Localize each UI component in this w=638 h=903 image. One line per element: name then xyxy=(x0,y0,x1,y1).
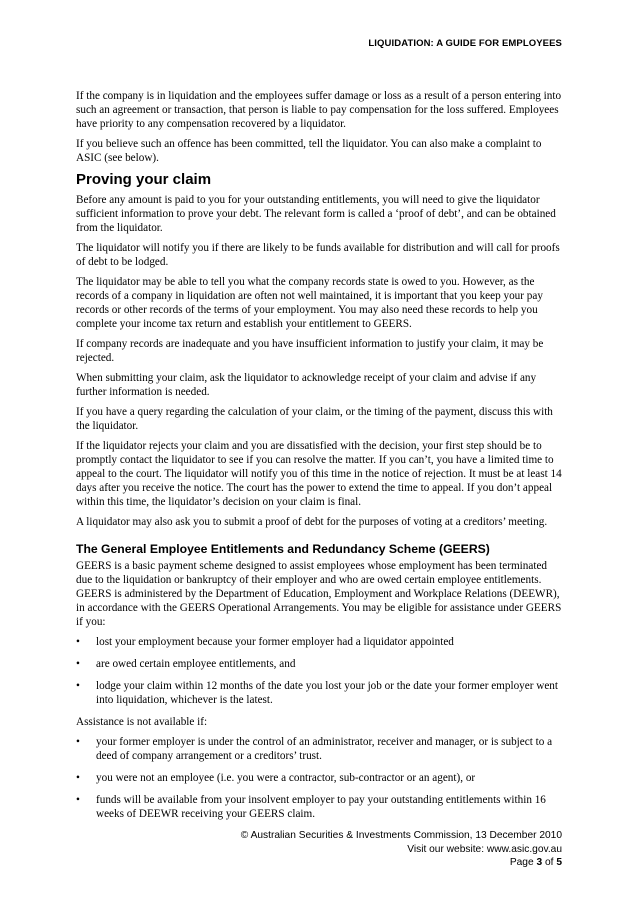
list-item xyxy=(76,735,562,763)
paragraph: If company records are inadequate and you have insufficient information to justify your claim, it may be rejected. xyxy=(76,338,544,364)
list-item xyxy=(76,793,562,821)
list-item xyxy=(76,771,562,785)
paragraph: GEERS is a basic payment scheme designed to assist employees whose employment has been terminated due to the liquidation or bankruptcy of their employer and who are owed certain employee entitlements. GEERS is administered by the Department of Education, Employment and Workplace Relations (DEEWR), in accordance with the GEERS Operational Arrangements. You may be eligible for assistance under GEERS if you: xyxy=(76,560,562,628)
list-item-text: your former employer is under the control of an administrator, receiver and manager, or is subject to a deed of company arrangement or a creditors’ trust. xyxy=(96,736,553,762)
website-link[interactable]: Visit our website: www.asic.gov.au xyxy=(407,843,562,855)
bullet-icon: • xyxy=(76,680,80,692)
paragraph: If you believe such an offence has been committed, tell the liquidator. You can also make a complaint to ASIC (see below). xyxy=(76,138,542,164)
bullet-icon: • xyxy=(76,636,80,648)
bullet-icon: • xyxy=(76,658,80,670)
list-item xyxy=(76,657,562,671)
section-heading: Proving your claim xyxy=(76,171,212,188)
page-label: Page xyxy=(509,857,534,868)
list-item-text: lost your employment because your former employer had a liquidator appointed xyxy=(96,636,454,648)
paragraph: Assistance is not available if: xyxy=(76,716,208,728)
list-item xyxy=(76,635,562,649)
subsection-heading: The General Employee Entitlements and Redundancy Scheme (GEERS) xyxy=(76,542,490,556)
paragraph: The liquidator will notify you if there are likely to be funds available for distribution and will call for proofs of debt to be lodged. xyxy=(76,242,560,268)
page-of-label: of xyxy=(544,857,554,868)
paragraph: The liquidator may be able to tell you what the company records state is owed to you. However, as the records of a company in liquidation are often not well maintained, it is important that you keep your pay records or other records of the terms of your employment. You may also need these records to help you complete your income tax return and establish your entitlement to GEERS. xyxy=(76,276,543,330)
paragraph: When submitting your claim, ask the liquidator to acknowledge receipt of your claim and advise if any further information is needed. xyxy=(76,372,537,398)
page-total: 5 xyxy=(556,857,562,868)
page-indicator xyxy=(241,856,562,870)
list-item-text: you were not an employee (i.e. you were a contractor, sub-contractor or an agent), or xyxy=(96,772,476,784)
list-item-text: are owed certain employee entitlements, and xyxy=(96,658,296,670)
bullet-icon: • xyxy=(76,794,80,806)
page-footer xyxy=(241,829,562,870)
not-available-list xyxy=(76,735,562,821)
paragraph: If the company is in liquidation and the employees suffer damage or loss as a result of a person entering into such an agreement or transaction, that person is liable to pay compensation for the loss suffered. Employees have priority to any compensation recovered by a liquidator. xyxy=(76,90,562,130)
page-number: 3 xyxy=(536,857,543,868)
paragraph: If the liquidator rejects your claim and you are dissatisfied with the decision, your first step should be to promptly contact the liquidator to see if you can resolve the matter. If you can’t, you have a limited time to appeal to the court. The liquidator will notify you of this time in the notice of rejection. It must be at least 14 days after you receive the notice. The court has the power to extend the time to appeal. If you don’t appeal within this time, the liquidator’s decision on your claim is final. xyxy=(76,440,562,508)
list-item xyxy=(76,679,562,707)
page-content xyxy=(76,89,562,829)
running-header: LIQUIDATION: A GUIDE FOR EMPLOYEES xyxy=(368,38,562,49)
paragraph: Before any amount is paid to you for your outstanding entitlements, you will need to give the liquidator sufficient information to prove your debt. The relevant form is called a ‘proof of debt’, and can be obtained from the liquidator. xyxy=(76,194,556,234)
paragraph: If you have a query regarding the calculation of your claim, or the timing of the payment, discuss this with the liquidator. xyxy=(76,406,553,432)
eligibility-list xyxy=(76,635,562,707)
copyright-notice: © Australian Securities & Investments Commission, 13 December 2010 xyxy=(240,830,562,841)
list-item-text: lodge your claim within 12 months of the date you lost your job or the date your former employer went into liquidation, whichever is the latest. xyxy=(96,680,559,706)
paragraph: A liquidator may also ask you to submit a proof of debt for the purposes of voting at a creditors’ meeting. xyxy=(76,516,548,528)
bullet-icon: • xyxy=(76,736,80,748)
list-item-text: funds will be available from your insolvent employer to pay your outstanding entitlements within 16 weeks of DEEWR receiving your GEERS claim. xyxy=(96,794,546,820)
bullet-icon: • xyxy=(76,772,80,784)
